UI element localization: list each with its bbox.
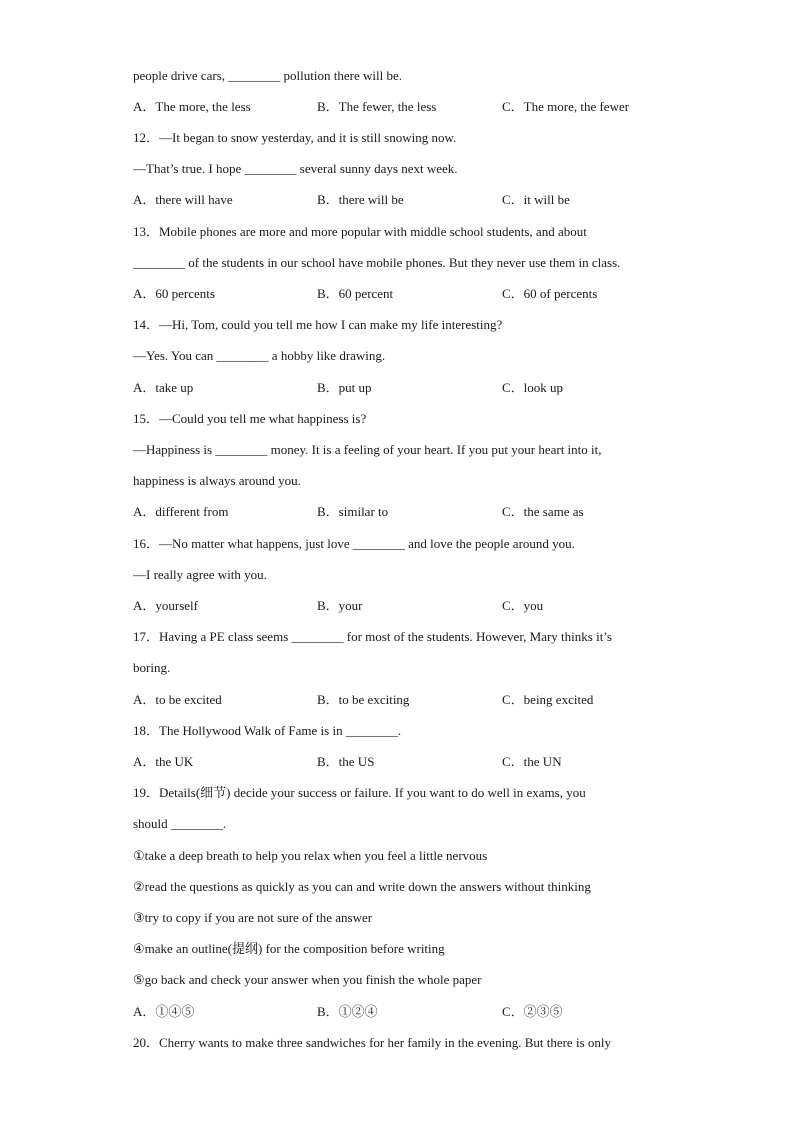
q11-option-b: B．The fewer, the less: [317, 99, 437, 114]
q15-option-c: C．the same as: [502, 504, 584, 519]
q13-option-a: A．60 percents: [133, 286, 215, 301]
q17-stem: 17．Having a PE class seems ________ for most of the students. However, Mary thinks it’s: [133, 629, 612, 644]
q19-item-2: ②read the questions as quickly as you can and write down the answers without thinking: [133, 879, 591, 894]
q14-stem-line2: —Yes. You can ________ a hobby like drawing.: [133, 348, 386, 363]
q19-stem-line2: should ________.: [133, 816, 227, 831]
q17-stem-line2: boring.: [133, 660, 171, 675]
q19-option-c: C．②③⑤: [502, 1004, 563, 1019]
q19-item-1: ①take a deep breath to help you relax when you feel a little nervous: [133, 848, 488, 863]
q12-stem: 12．—It began to snow yesterday, and it is still snowing now.: [133, 130, 457, 145]
q19-item-5: ⑤go back and check your answer when you finish the whole paper: [133, 972, 482, 987]
q14-stem: 14．—Hi, Tom, could you tell me how I can make my life interesting?: [133, 317, 503, 332]
q15-option-a: A．different from: [133, 504, 229, 519]
q14-option-c: C．look up: [502, 380, 564, 395]
q13-stem-line2: ________ of the students in our school have mobile phones. But they never use them in class.: [133, 255, 621, 270]
q16-stem: 16．—No matter what happens, just love ________ and love the people around you.: [133, 536, 575, 551]
q19-stem: 19．Details(细节) decide your success or failure. If you want to do well in exams, you: [133, 785, 586, 800]
q15-stem: 15．—Could you tell me what happiness is?: [133, 411, 367, 426]
q19-option-a: A．①④⑤: [133, 1004, 195, 1019]
q13-option-c: C．60 of percents: [502, 286, 598, 301]
q13-stem: 13．Mobile phones are more and more popular with middle school students, and about: [133, 224, 587, 239]
q19-item-3: ③try to copy if you are not sure of the answer: [133, 910, 373, 925]
q12-option-c: C．it will be: [502, 192, 570, 207]
q18-option-c: C．the UN: [502, 754, 562, 769]
q11-option-c: C．The more, the fewer: [502, 99, 630, 114]
q11-stem-continued: people drive cars, ________ pollution there will be.: [133, 68, 402, 83]
q20-stem: 20．Cherry wants to make three sandwiches for her family in the evening. But there is only: [133, 1035, 611, 1050]
q11-option-a: A．The more, the less: [133, 99, 251, 114]
q15-option-b: B．similar to: [317, 504, 389, 519]
q12-option-b: B．there will be: [317, 192, 404, 207]
q19-option-b: B．①②④: [317, 1004, 378, 1019]
q16-stem-line2: —I really agree with you.: [133, 567, 267, 582]
q12-stem-line2: —That’s true. I hope ________ several sunny days next week.: [133, 161, 458, 176]
q15-stem-line2: —Happiness is ________ money. It is a feeling of your heart. If you put your heart into it,: [133, 442, 602, 457]
q18-option-a: A．the UK: [133, 754, 194, 769]
q19-item-4: ④make an outline(提纲) for the composition before writing: [133, 941, 445, 956]
q12-option-a: A．there will have: [133, 192, 233, 207]
q13-option-b: B．60 percent: [317, 286, 394, 301]
q17-option-c: C．being excited: [502, 692, 594, 707]
q17-option-a: A．to be excited: [133, 692, 222, 707]
q16-option-c: C．you: [502, 598, 544, 613]
q18-option-b: B．the US: [317, 754, 375, 769]
q15-stem-line3: happiness is always around you.: [133, 473, 301, 488]
q14-option-b: B．put up: [317, 380, 372, 395]
q18-stem: 18．The Hollywood Walk of Fame is in ________.: [133, 723, 402, 738]
q16-option-a: A．yourself: [133, 598, 198, 613]
q14-option-a: A．take up: [133, 380, 194, 395]
q17-option-b: B．to be exciting: [317, 692, 410, 707]
q16-option-b: B．your: [317, 598, 363, 613]
